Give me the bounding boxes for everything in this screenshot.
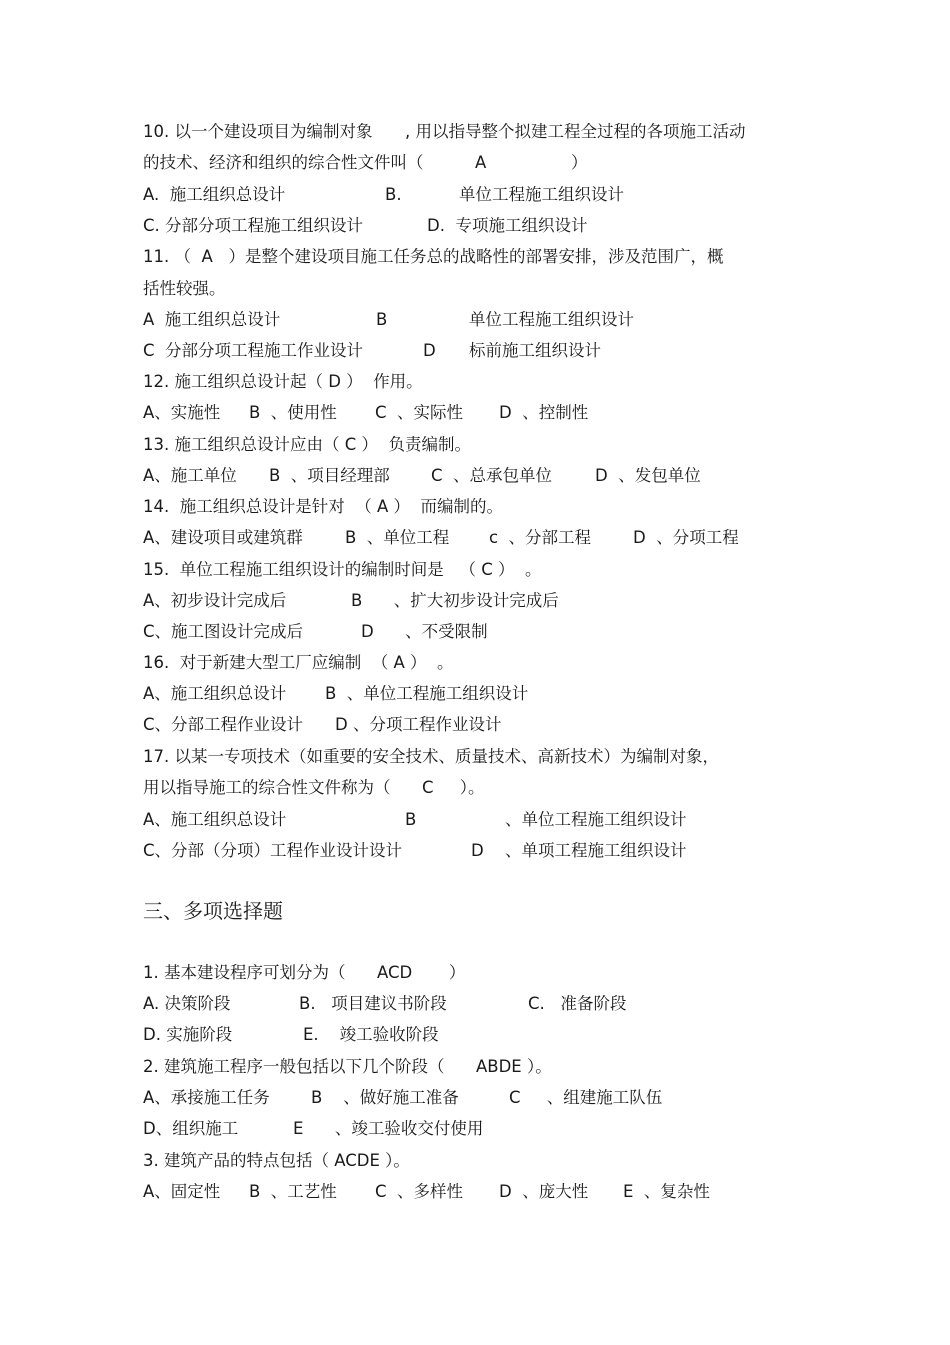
question-10-line-2 [143, 151, 588, 175]
q17-option-a: A、施工组织总设计 [143, 810, 287, 829]
m1-option-a: A. 决策阶段 [143, 994, 231, 1013]
question-13-text: 13. 施工组织总设计应由（ C ） 负责编制。 [143, 435, 471, 454]
question-17-line-1 [143, 745, 719, 769]
q17-option-d-text: 、单项工程施工组织设计 [505, 841, 687, 860]
m2-option-a: A、承接施工任务 [143, 1088, 270, 1107]
question-17-options-cd [143, 839, 687, 863]
question-14 [143, 495, 503, 519]
question-15-options-cd [143, 620, 488, 644]
multi-question-1-text: 1. 基本建设程序可划分为（ ACD ） [143, 963, 466, 982]
q17-option-b-text: 、单位工程施工组织设计 [505, 810, 687, 829]
question-15-text: 15. 单位工程施工组织设计的编制时间是 （ C ） 。 [143, 560, 542, 579]
question-11-line-2 [143, 277, 226, 301]
m2-option-c: C 、组建施工队伍 [509, 1088, 663, 1107]
question-10-line-1 [143, 120, 746, 144]
q16-option-d: D 、分项工程作业设计 [335, 715, 502, 734]
question-11-text-a: 11. （ A ）是整个建设项目施工任务总的战略性的部署安排，涉及范围广，概 [143, 247, 724, 266]
question-10-answer: A [475, 153, 487, 172]
q17-option-d-letter: D [471, 841, 484, 860]
q11-option-a: A 施工组织总设计 [143, 310, 281, 329]
q16-option-c: C、分部工程作业设计 [143, 715, 304, 734]
q12-option-b: B 、使用性 [249, 403, 337, 422]
q14-option-b: B 、单位工程 [345, 528, 450, 547]
multi-question-3-options [143, 1180, 710, 1204]
question-12-text: 12. 施工组织总设计起（ D ） 作用。 [143, 372, 423, 391]
q10-option-c: C. 分部分项工程施工组织设计 [143, 216, 364, 235]
q16-option-b: B 、单位工程施工组织设计 [325, 684, 529, 703]
m3-option-a: A、固定性 [143, 1182, 221, 1201]
multi-question-2-text: 2. 建筑施工程序一般包括以下几个阶段（ ABDE ）。 [143, 1057, 552, 1076]
q11-option-b-letter: B [376, 310, 388, 329]
question-16-text: 16. 对于新建大型工厂应编制 （ A ） 。 [143, 653, 454, 672]
question-12 [143, 370, 423, 394]
q12-option-a: A、实施性 [143, 403, 221, 422]
q13-option-c: C 、总承包单位 [431, 466, 553, 485]
q14-option-a: A、建设项目或建筑群 [143, 528, 303, 547]
m1-option-c: C. 准备阶段 [528, 994, 627, 1013]
q11-option-d-letter: D [423, 341, 436, 360]
question-16-options-ab [143, 682, 529, 706]
question-10-options-cd [143, 214, 588, 238]
multi-question-1 [143, 961, 466, 985]
question-17-options-ab [143, 808, 687, 832]
multi-question-1-options-abc [143, 992, 627, 1016]
q16-option-a: A、施工组织总设计 [143, 684, 287, 703]
multi-question-2 [143, 1055, 552, 1079]
question-13 [143, 433, 471, 457]
question-10-text-c: 的技术、经济和组织的综合性文件叫（ [143, 153, 424, 172]
question-12-options [143, 401, 589, 425]
m3-option-e: E 、复杂性 [623, 1182, 710, 1201]
q15-option-b: B 、扩大初步设计完成后 [351, 591, 559, 610]
multi-question-1-options-de [143, 1023, 439, 1047]
q11-option-b-text: 单位工程施工组织设计 [469, 310, 634, 329]
q15-option-a: A、初步设计完成后 [143, 591, 287, 610]
question-11-options-ab [143, 308, 634, 332]
q17-option-b-letter: B [405, 810, 417, 829]
q10-option-a: A. 施工组织总设计 [143, 185, 286, 204]
m2-option-d: D、组织施工 [143, 1119, 239, 1138]
q11-option-d-text: 标前施工组织设计 [469, 341, 601, 360]
q10-option-b-letter: B. [385, 185, 402, 204]
q13-option-d: D 、发包单位 [595, 466, 701, 485]
multi-question-3-text: 3. 建筑产品的特点包括（ ACDE ）。 [143, 1151, 410, 1170]
q13-option-b: B 、项目经理部 [269, 466, 390, 485]
q11-option-c: C 分部分项工程施工作业设计 [143, 341, 364, 360]
m1-option-b: B. 项目建议书阶段 [299, 994, 447, 1013]
question-11-options-cd [143, 339, 601, 363]
multi-question-2-options-de [143, 1117, 484, 1141]
m3-option-c: C 、多样性 [375, 1182, 464, 1201]
q12-option-d: D 、控制性 [499, 403, 589, 422]
q10-option-b-text: 单位工程施工组织设计 [459, 185, 624, 204]
question-10-close: ） [571, 153, 588, 172]
m2-option-e: E 、竣工验收交付使用 [293, 1119, 484, 1138]
question-13-options [143, 464, 701, 488]
question-10-text-b: , 用以指导整个拟建工程全过程的各项施工活动 [405, 122, 746, 141]
q14-option-d: D 、分项工程 [633, 528, 739, 547]
multi-question-3 [143, 1149, 410, 1173]
q14-option-c: c 、分部工程 [489, 528, 592, 547]
question-17-text-b: 用以指导施工的综合性文件称为（ C ）。 [143, 778, 485, 797]
question-10-options-ab [143, 183, 624, 207]
q13-option-a: A、施工单位 [143, 466, 237, 485]
question-16 [143, 651, 454, 675]
question-11-line-1 [143, 245, 724, 269]
q15-option-c: C、施工图设计完成后 [143, 622, 304, 641]
m1-option-d: D. 实施阶段 [143, 1025, 233, 1044]
q15-option-d: D 、不受限制 [361, 622, 488, 641]
m3-option-d: D 、庞大性 [499, 1182, 589, 1201]
section-heading-text: 三、多项选择题 [143, 899, 283, 923]
section-heading [143, 896, 283, 926]
question-10-text-a: 10. 以一个建设项目为编制对象 [143, 122, 373, 141]
q17-option-c: C、分部（分项）工程作业设计设计 [143, 841, 403, 860]
m3-option-b: B 、工艺性 [249, 1182, 337, 1201]
m1-option-e: E. 竣工验收阶段 [303, 1025, 439, 1044]
question-15-options-ab [143, 589, 559, 613]
question-14-options [143, 526, 739, 550]
question-17-text-a: 17. 以某一专项技术（如重要的安全技术、质量技术、高新技术）为编制对象， [143, 747, 719, 766]
q12-option-c: C 、实际性 [375, 403, 464, 422]
question-14-text: 14. 施工组织总设计是针对 （ A ） 而编制的。 [143, 497, 503, 516]
question-15 [143, 558, 542, 582]
q10-option-d: D. 专项施工组织设计 [427, 216, 588, 235]
multi-question-2-options-abc [143, 1086, 663, 1110]
question-17-line-2 [143, 776, 485, 800]
question-16-options-cd [143, 713, 502, 737]
question-11-text-b: 括性较强。 [143, 279, 226, 298]
m2-option-b: B 、做好施工准备 [311, 1088, 459, 1107]
